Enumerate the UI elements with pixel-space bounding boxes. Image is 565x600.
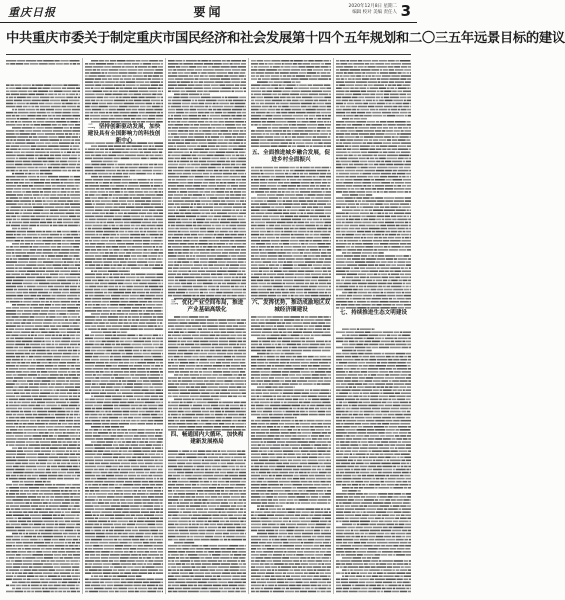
section-subhead: 六、发挥优势，推动成渝地区双城经济圈建设 — [251, 300, 331, 313]
newspaper-logo: 重庆日报 — [8, 6, 56, 19]
issue-date: 2020年12月8日 星期二 — [348, 4, 397, 9]
column-divider — [82, 58, 83, 594]
text-column — [6, 58, 80, 594]
text-column — [336, 58, 411, 594]
body-text-lines — [336, 58, 411, 594]
main-headline: 中共重庆市委关于制定重庆市国民经济和社会发展第十四个五年规划和二〇三五年远景目标的建议 — [6, 31, 565, 46]
body-text-lines — [168, 58, 246, 594]
column-divider — [333, 58, 334, 594]
column-divider — [248, 58, 249, 594]
section-subhead: 七、持续推进生态文明建设 — [339, 310, 408, 316]
body-text-lines — [251, 58, 331, 594]
section-subhead: 四、畅通国内大循环，加快构建新发展格局 — [170, 432, 244, 445]
section-subhead: 五、全面推进城乡融合发展，促进乡村全面振兴 — [251, 150, 331, 163]
masthead — [0, 0, 417, 23]
issue-meta — [349, 4, 397, 16]
column-divider — [165, 58, 166, 594]
body-text-lines — [6, 58, 80, 594]
text-column — [251, 58, 331, 594]
page-number: 3 — [400, 2, 411, 20]
text-column — [168, 58, 246, 594]
issue-editors: 编辑 校对 美编 责任人 — [352, 10, 397, 15]
section-subhead: 二、坚持创新驱动发展，加快建设具有全国影响力的科技创新中心 — [87, 124, 161, 144]
section-subhead: 三、优化产业空间布局，推进产业基础高级化 — [170, 300, 244, 313]
headline-rule — [6, 54, 411, 55]
section-title: 要闻 — [193, 5, 224, 19]
